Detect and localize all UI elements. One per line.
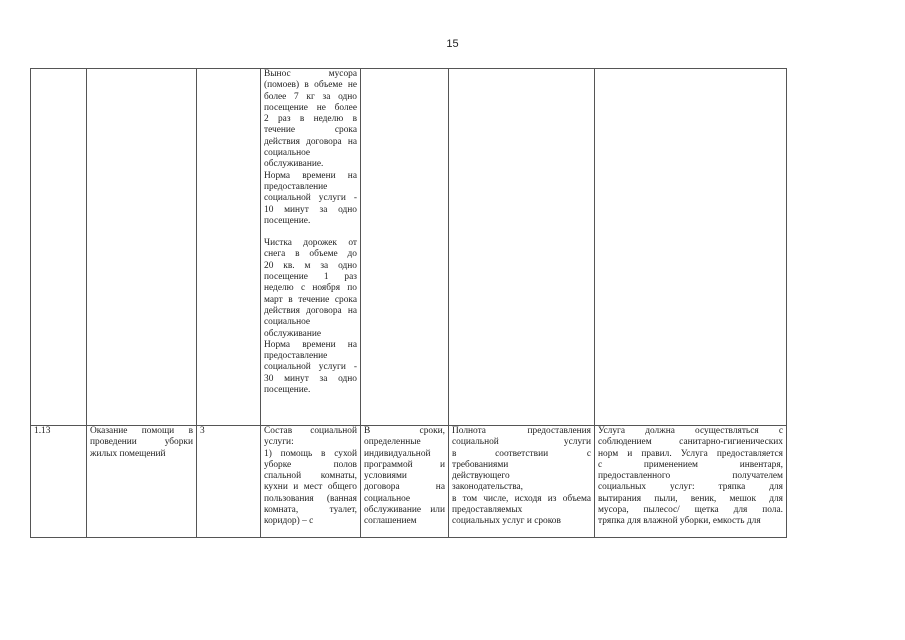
text-line: социальных услуг: тряпка для — [598, 482, 783, 493]
text-line: предоставляемых — [452, 505, 523, 516]
text-line: социальное — [364, 493, 411, 504]
text-line: предоставление — [264, 181, 328, 192]
text-line: Услуга должна осуществляться с — [598, 426, 783, 436]
text-line: законодательства, — [452, 482, 524, 493]
text-line: спальной комнаты, — [264, 471, 357, 482]
cell-volume-empty — [197, 69, 261, 426]
text-line: В сроки, — [364, 426, 445, 436]
text-line: течение срока — [264, 125, 357, 136]
text-line: в том числе, исходя из объема — [452, 493, 591, 504]
text-line: Оказание помощи в — [90, 426, 193, 436]
text-line: посещение. — [264, 215, 311, 226]
text-line: соглашением — [364, 516, 417, 527]
text-line: действия договора на — [264, 136, 357, 147]
text-line: 10 минут за одно — [264, 204, 357, 215]
text-line: предоставленного получателем — [598, 471, 783, 482]
snow-clearing-text — [264, 238, 357, 396]
text-line: социальное — [264, 317, 311, 328]
text-line: жилых помещений — [90, 448, 166, 459]
cell-composition — [261, 426, 361, 538]
table-row-1-13 — [31, 426, 787, 538]
text-line: пользования (ванная — [264, 493, 357, 504]
table-row-continuation — [31, 69, 787, 426]
cell-completeness-empty — [449, 69, 595, 426]
text-line: 20 кв. м за одно — [264, 260, 357, 271]
page-number: 15 — [446, 38, 459, 50]
text-line: (помоев) в объеме не — [264, 80, 357, 91]
cell-terms — [361, 426, 449, 538]
text-line: договора на — [364, 482, 445, 493]
text-line: 2 раз в неделю в — [264, 114, 357, 125]
text-line: норм и правил. Услуга предоставляется — [598, 448, 783, 459]
text-line: Вынос мусора — [264, 69, 357, 79]
text-line: обслуживание — [264, 328, 322, 339]
text-line: кухни и мест общего — [264, 482, 357, 493]
cell-conditions-empty — [595, 69, 787, 426]
text-line: программой и — [364, 459, 445, 470]
text-line: неделю с ноября по — [264, 283, 357, 294]
cell-service-name-empty — [87, 69, 197, 426]
text-line: соблюдением санитарно-гигиенических — [598, 437, 783, 448]
cell-conditions — [595, 426, 787, 538]
text-line: предоставление — [264, 351, 328, 362]
text-line: комната, туалет, — [264, 505, 357, 516]
text-line: с применением инвентаря, — [598, 459, 783, 470]
text-line: обслуживание или — [364, 505, 445, 516]
text-line: действия договора на — [264, 305, 357, 316]
text-line: услуги: — [264, 437, 294, 448]
text-line: посещение. — [264, 385, 311, 396]
text-line: Состав социальной — [264, 426, 357, 436]
text-line: мусора, пылесос/ щетка для пола. — [598, 505, 783, 516]
text-line: индивидуальной — [364, 448, 431, 459]
text-line: более 7 кг за одно — [264, 91, 357, 102]
text-line: коридор) – с — [264, 516, 314, 527]
text-line: определенные — [364, 437, 421, 448]
text-line: 1) помощь в сухой — [264, 448, 357, 459]
text-line: социальных услуг и сроков — [452, 516, 561, 527]
cell-completeness — [449, 426, 595, 538]
text-line: тряпка для влажной уборки, емкость для — [598, 516, 761, 527]
cell-composition-continued — [261, 69, 361, 426]
text-line: Норма времени на — [264, 170, 357, 181]
text-line: 30 минут за одно — [264, 373, 357, 384]
text-line: март в течение срока — [264, 294, 357, 305]
text-line: социальной услуги - — [264, 362, 357, 373]
text-line: Чистка дорожек от — [264, 238, 357, 249]
text-line: вытирания пыли, веник, мешок для — [598, 493, 783, 504]
text-line: проведении уборки — [90, 437, 193, 448]
cell-volume: 3 — [197, 426, 261, 538]
text-line: социальной услуги — [452, 437, 591, 448]
text-line: условиями — [364, 471, 407, 482]
text-line: социальное — [264, 148, 311, 159]
cell-number: 1.13 — [31, 426, 87, 538]
text-line: действующего — [452, 471, 510, 482]
text-line: Полнота предоставления — [452, 426, 591, 436]
text-line: требованиями — [452, 459, 509, 470]
cell-number-empty — [31, 69, 87, 426]
text-line: посещение не более — [264, 102, 357, 113]
cell-service-name — [87, 426, 197, 538]
text-line: в соответствии с — [452, 448, 591, 459]
text-line: посещение 1 раз — [264, 272, 357, 283]
services-table — [30, 68, 787, 538]
cell-terms-empty — [361, 69, 449, 426]
text-line: обслуживание. — [264, 159, 324, 170]
text-line: снега в объеме до — [264, 249, 357, 260]
garbage-removal-text — [264, 69, 357, 227]
text-line: уборке полов — [264, 459, 357, 470]
text-line: Норма времени на — [264, 339, 357, 350]
text-line: социальной услуги - — [264, 193, 357, 204]
